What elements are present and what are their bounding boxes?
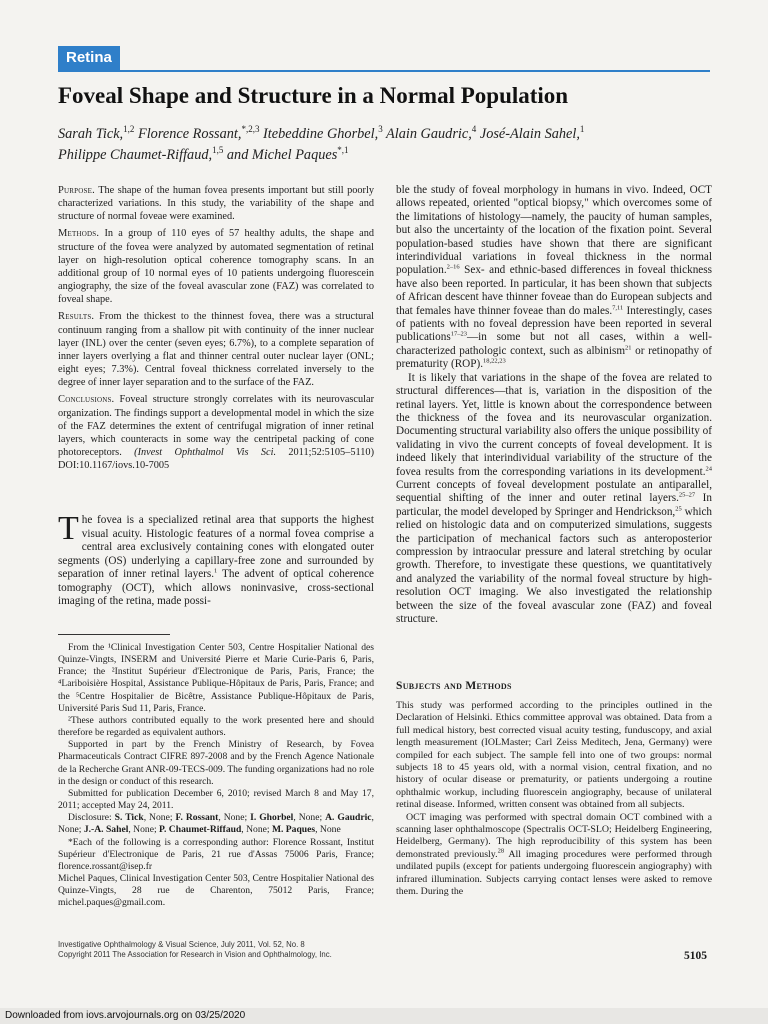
download-note: Downloaded from iovs.arvojournals.org on 03/25/2020 [5, 1010, 246, 1021]
abstract-results: Results. From the thickest to the thinnest fovea, there was a structural continuum ranging from a shallow pit with continuity of the inner nuclear layer (INL) over the center (seven eyes; 6.7%), to a complete separation of inner layers overlying a flat and thinner central outer nuclear layer (ONL; eight eyes; 7.3%). Central foveal thickness correlated inversely to the degree of inner layer separation and to the surface of the FAZ. [58, 311, 374, 389]
author-affil: *,2,3 [241, 124, 260, 135]
paragraph: ble the study of foveal morphology in humans in vivo. Indeed, OCT allows repeated, oriented "optical biopsy," which overcomes some of the limitations of histology—namely, the paucity of human samples, but also the uncertainty of the location of the fixation point. Several population-based studies have shown that there are significant interindividual variations in foveal thickness in the normal population.$^{2-16}$ Sex- and ethnic-based differences in foveal thickness have also been reported. In particular, it has been shown that subjects of African descent have thinner foveae than do European subjects and that females have thinner foveae than do males.$^{7,11}$ Interestingly, cases of patients with no foveal depression have been reported in several publications$^{17-23}$—in some but not all cases, within a well-characterized pathologic context, such as albinism$^{21}$ or retinopathy of prematurity (ROP).$^{18,22,23}$ [396, 184, 712, 371]
footnote-equal: ²These authors contributed equally to the work presented here and should therefore be regarded as equivalent authors. [58, 714, 374, 739]
abstract-conclusions: Conclusions. Foveal structure strongly correlates with its neurovascular organization. The findings support a developmental model in which the size of the FAZ determines the extent of centrifugal migration of inner retinal layers, which counteracts in some way the centripetal packing of cone photoreceptors. (Invest Ophthalmol Vis Sci. 2011;52:5105–5110) DOI:10.1167/iovs.10-7005 [58, 394, 374, 472]
author-name: and Michel Paques [223, 147, 338, 163]
author-affil: 1,5 [212, 145, 224, 156]
abstract-purpose: Purpose. The shape of the human fovea presents important but still poorly characterized variations. In this study, the variability of the shape and structure of normal foveae were examined. [58, 185, 374, 223]
section-heading: Subjects and Methods [396, 680, 512, 692]
paragraph: This study was performed according to the principles outlined in the Declaration of Helsinki. Ethics committee approval was obtained. Data from a full medical history, best corrected visual acuity testing, funduscopy, and axial length measurement (IOLMaster; Carl Zeiss Meditech, Jena, Germany) were compiled for each subject. The sample fell into one of two groups: normal subjects 18 to 45 years old, with a normal vision, central fixation, and no history of ocular disease or prematurity, or patients undergoing a routine ophthalmic workup, including fluorescein angiography, because of unilateral retinal disease. Informed, written consent was obtained from all subjects. [396, 700, 712, 811]
intro-continued [396, 184, 712, 626]
paragraph: It is likely that variations in the shape of the fovea are related to structural differences—that is, variation in the disposition of the retinal layers. Yet, little is known about the correspondence between the thickness of the fovea and its neurovascular organization. Documenting structural variability also offers the unique possibility of validating in vivo the current concepts of foveal development. It is indeed likely that interindividual variability of the structure of the fovea results from the corresponding variations in its development.$^{24}$ Current concepts of foveal development postulate an antiparallel, sequential shifting of the inner and outer retinal layers.$^{25-27}$ In particular, the model developed by Springer and Hendrickson,$^{25}$ which relied on histologic data and on computerized simulations, suggests the participation of mechanical factors such as anteroposterior compression by intraocular pressure and lateral stretching by ocular growth. Therefore, to investigate these questions, we quantitatively and analyzed the variability of the normal foveal structure by high-resolution OCT imaging. We also investigated the relationship between the size of the foveal avascular zone (FAZ) and foveal structure. [396, 371, 712, 625]
drop-cap: T [58, 510, 79, 547]
page-number: 5105 [684, 950, 707, 962]
footnote-rule [58, 634, 170, 635]
author-affil: 3 [378, 124, 383, 135]
paragraph: OCT imaging was performed with spectral domain OCT combined with a scanning laser ophthalmoscope (Spectralis OCT-SLO; Heidelberg Engineering, Heidelberg, Germany). The high reproducibility of this system has been demonstrated previously.$^{28}$ All imaging procedures were performed through undilated pupils (except for patients undergoing fluorescein angiography) with infrared illumination. Subjects carrying contact lenses were asked to remove them. During the [396, 811, 712, 898]
footnote-disclosure: Disclosure: S. Tick, None; F. Rossant, None; I. Ghorbel, None; A. Gaudric, None; J.-A. Sahel, None; P. Chaumet-Riffaud, None; M. Paques, None [58, 812, 374, 836]
article-title: Foveal Shape and Structure in a Normal Population [58, 83, 569, 108]
journal-citation: Investigative Ophthalmology & Visual Science, July 2011, Vol. 52, No. 8 [58, 940, 305, 949]
footnote-support: Supported in part by the French Ministry of Research, by Fovea Pharmaceuticals Contract CIFRE 897-2008 and by the French Agence Nationale de la Recherche Grant ANR-09-TECS-009. The funding organizations had no role in the design or conduct of this research. [58, 739, 374, 787]
copyright-line: Copyright 2011 The Association for Research in Vision and Ophthalmology, Inc. [58, 950, 332, 959]
footnote-corresponding: *Each of the following is a corresponding author: Florence Rossant, Institut Supérieur d'Electronique de Paris, 21 rue d'Assas 75006 Paris, France; florence.rossant@isep.fr [58, 836, 374, 872]
abstract [58, 184, 374, 476]
methods-text [396, 700, 712, 899]
page-footer [58, 940, 478, 960]
section-tag: Retina [58, 46, 120, 70]
footnotes [58, 642, 374, 909]
author-list [58, 124, 718, 166]
author-affil: 1 [579, 124, 585, 135]
author-name: Alain Gaudric, [382, 126, 472, 142]
footnote-submitted: Submitted for publication December 6, 2010; revised March 8 and May 17, 2011; accepted May 24, 2011. [58, 787, 374, 812]
footnote-corresponding-2: Michel Paques, Clinical Investigation Center 503, Centre Hospitalier National des Quinze-Vingts, 28 rue de Charenton, 75012 Paris, France; michel.paques@gmail.com. [58, 872, 374, 909]
author-name: José-Alain Sahel, [476, 126, 580, 142]
author-name: Florence Rossant, [134, 126, 242, 142]
author-name: Sarah Tick, [58, 126, 124, 142]
author-line-2 [58, 145, 718, 166]
intro-paragraph: The fovea is a specialized retinal area that supports the highest visual acuity. Histologic features of a normal fovea comprise a central area exclusively containing cones with elongated outer segments (OS) underlying a capillary-free zone and surrounded by separation of inner retinal layers.$^1$ The advent of optical coherence tomography (OCT), which allows noninvasive, cross-sectional imaging of the retina, made possi- [58, 510, 374, 607]
author-line-1 [58, 124, 718, 145]
abstract-methods: Methods. In a group of 110 eyes of 57 healthy adults, the shape and structure of the fovea were analyzed by automated segmentation of retinal layer on high-resolution optical coherence tomography scans. In an additional group of 10 normal eyes of 10 patients undergoing fluorescein angiography, the size of the foveal avascular zone (FAZ) was correlated to foveal shape. [58, 228, 374, 306]
author-affil: *,1 [337, 145, 349, 156]
section-rule [58, 70, 710, 72]
author-name: Itebeddine Ghorbel, [259, 126, 379, 142]
author-name: Philippe Chaumet-Riffaud, [58, 147, 213, 163]
author-affil: 4 [471, 124, 477, 135]
methods-section [396, 680, 712, 693]
author-affil: 1,2 [123, 124, 135, 135]
footnote-affiliations: From the ¹Clinical Investigation Center 503, Centre Hospitalier National des Quinze-Vingts, INSERM and Université Pierre et Marie Curie-Paris 6, Paris, France; the ²Institut Supérieur d'Electronique de Paris, Paris, France; the ⁴Lariboisière Hospital, Assistance Publique-Hôpitaux de Paris, Paris, France; and the ⁵Centre Hospitalier de Bicêtre, Assistance Publique-Hôpitaux de Paris, Université Paris Sud 11, Paris, France. [58, 642, 374, 714]
